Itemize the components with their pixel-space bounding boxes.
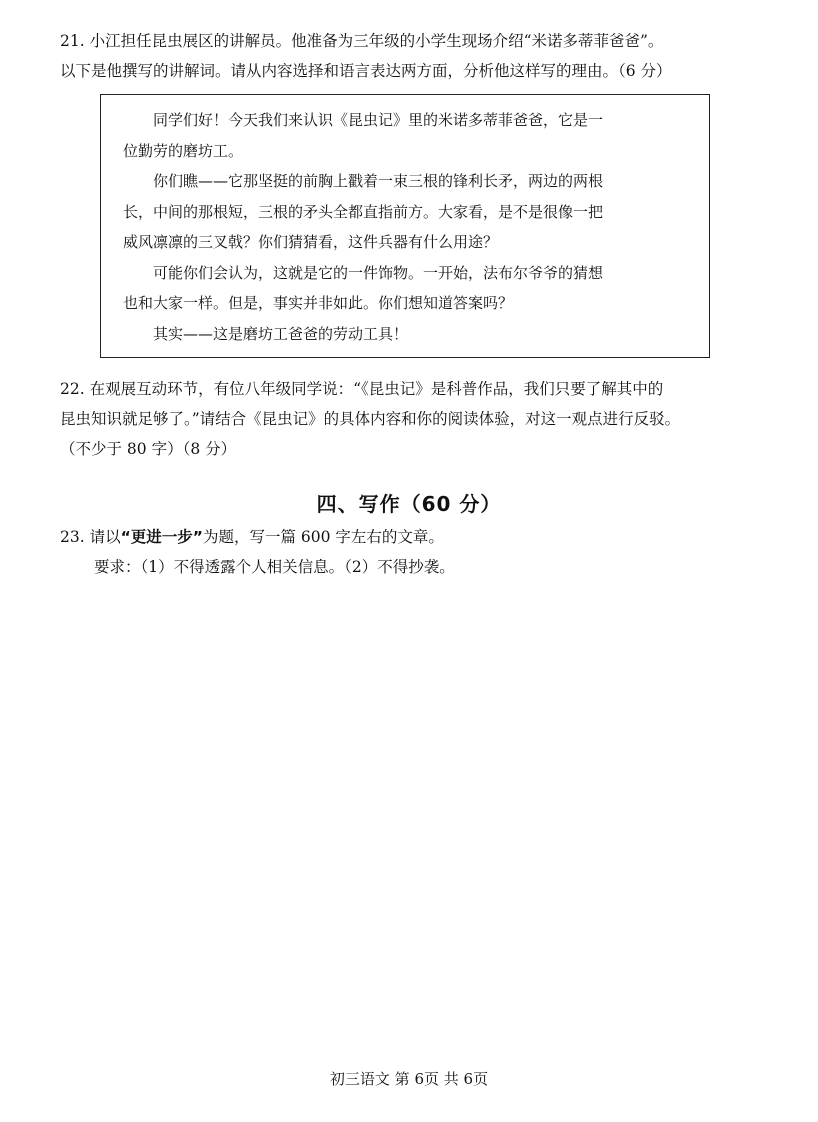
speech-line: 位勤劳的磨坊工。 [123, 141, 244, 160]
speech-line: 同学们好！今天我们来认识《昆虫记》里的米诺多蒂菲爸爸，它是一 [153, 111, 604, 129]
speech-line: 其实——这是磨坊工爸爸的劳动工具！ [153, 324, 409, 343]
question-23-line-1 [60, 522, 760, 552]
question-23-topic: “更进一步” [120, 528, 203, 546]
question-21 [60, 26, 760, 86]
question-23-suffix: 为题，写一篇 600 字左右的文章。 [202, 528, 444, 546]
speech-line: 可能你们会认为，这就是它的一件饰物。一开始，法布尔爷爷的猜想 [153, 263, 604, 282]
question-21-line-1: 21. 小江担任昆虫展区的讲解员。他准备为三年级的小学生现场介绍“米诺多蒂菲爸爸”。 [60, 32, 664, 50]
speech-line: 威风凛凛的三叉戟？你们猜猜看，这件兵器有什么用途？ [123, 233, 499, 251]
question-21-line-2: 以下是他撰写的讲解词。请从内容选择和语言表达两方面，分析他这样写的理由。（6 分） [60, 62, 672, 80]
speech-line: 长，中间的那根短，三根的矛头全都直指前方。大家看，是不是很像一把 [123, 202, 604, 221]
question-22 [60, 374, 760, 464]
speech-line: 你们瞧——它那坚挺的前胸上戳着一束三根的锋利长矛，两边的两根 [153, 172, 604, 190]
section-title-writing: 四、写作（60 分） [316, 492, 502, 516]
page-footer: 初三语文 第 6页 共 6页 [329, 1070, 489, 1088]
speech-text-box [100, 94, 710, 358]
question-23 [60, 522, 760, 582]
speech-line: 也和大家一样。但是，事实并非如此。你们想知道答案吗？ [123, 294, 514, 312]
question-22-line-1: 22. 在观展互动环节，有位八年级同学说：“《昆虫记》是科普作品，我们只要了解其中的 [60, 380, 664, 398]
question-22-line-2: 昆虫知识就足够了。”请结合《昆虫记》的具体内容和你的阅读体验，对这一观点进行反驳。 [60, 410, 681, 428]
question-22-line-3: （不少于 80 字）（8 分） [60, 440, 237, 458]
question-23-prefix: 23. 请以 [60, 528, 121, 546]
question-23-requirements: 要求：（1）不得透露个人相关信息。（2）不得抄袭。 [94, 558, 455, 576]
